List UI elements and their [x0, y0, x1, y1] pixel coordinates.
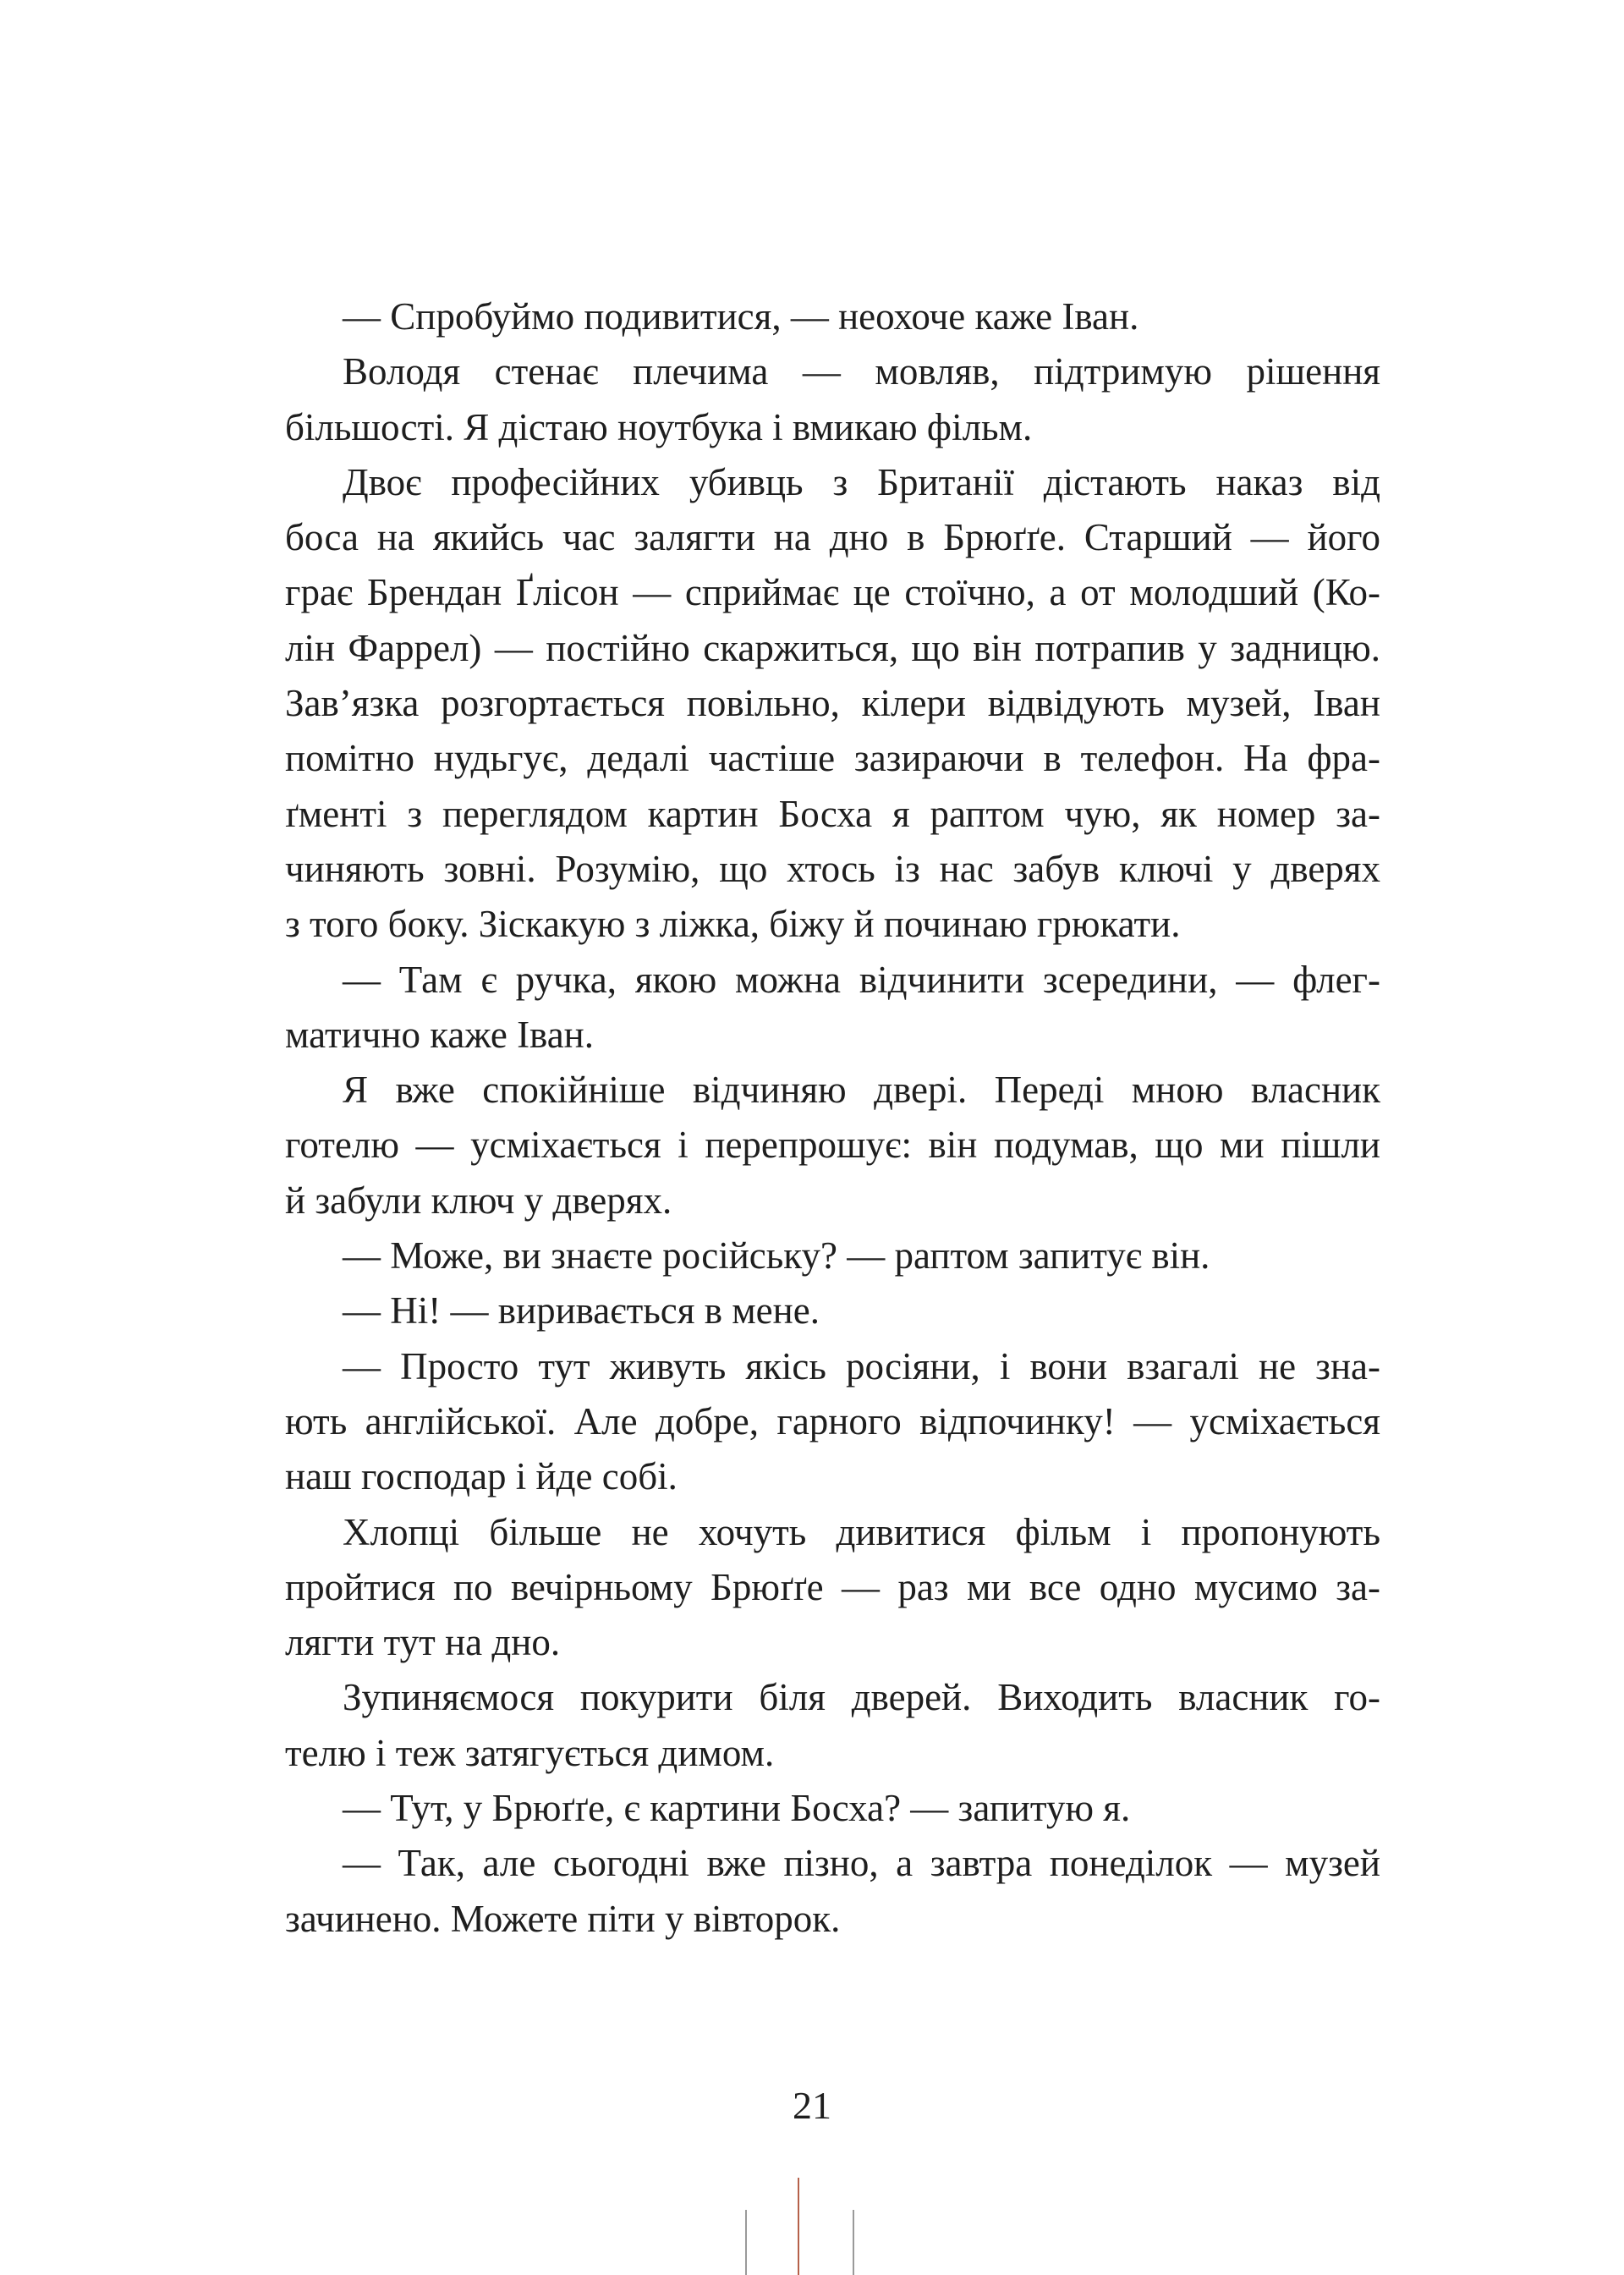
text-line: — Тут, у Брюґґе, є картини Босха? — запитую я.: [343, 1787, 1131, 1830]
text-line: готелю — усміхається і перепрошує: він подумав, що ми пішли: [285, 1124, 1380, 1167]
text-line: пройтися по вечірньому Брюґґе — раз ми все одно мусимо за-: [285, 1565, 1380, 1608]
text-line: більшості. Я дістаю ноутбука і вмикаю фільм.: [285, 405, 1033, 448]
text-line: — Просто тут живуть якісь росіяни, і вони взагалі не зна-: [343, 1344, 1380, 1388]
text-line: лягти тут на дно.: [285, 1621, 561, 1664]
page-number: 21: [793, 2084, 831, 2127]
paragraph: [285, 1339, 1380, 1505]
paragraph: [285, 1505, 1380, 1671]
text-line: лін Фаррел) — постійно скаржиться, що він потрапив у задницю.: [285, 626, 1380, 669]
text-line: — Може, ви знаєте російську? — раптом запитує він.: [343, 1234, 1210, 1278]
text-line: Я вже спокійніше відчиняю двері. Переді мною власник: [343, 1069, 1380, 1112]
text-line: Володя стенає плечима — мовляв, підтримую рішення: [343, 350, 1380, 393]
text-line: — Так, але сьогодні вже пізно, а завтра понеділок — музей: [343, 1842, 1380, 1885]
page-body-text: [285, 289, 1380, 1947]
text-line: боса на якийсь час залягти на дно в Брюґґе. Старший — його: [285, 516, 1380, 559]
paragraph: [285, 455, 1380, 953]
decorative-rule-left: [745, 2210, 747, 2275]
paragraph: [285, 953, 1380, 1063]
text-line: телю і теж затягується димом.: [285, 1731, 775, 1774]
text-line: Зав’язка розгортається повільно, кілери відвідують музей, Іван: [285, 682, 1380, 725]
text-line: чиняють зовні. Розумію, що хтось із нас забув ключі у дверях: [285, 847, 1380, 890]
paragraph: [285, 1228, 1380, 1283]
text-line: ють англійської. Але добре, гарного відпочинку! — усміхається: [285, 1399, 1380, 1442]
paragraph: [285, 289, 1380, 344]
paragraph: [285, 1781, 1380, 1836]
text-line: — Там є ручка, якою можна відчинити зсередини, — флег-: [343, 958, 1380, 1001]
text-line: зачинено. Можете піти у вівторок.: [285, 1897, 841, 1940]
paragraph: [285, 1836, 1380, 1947]
text-line: матично каже Іван.: [285, 1013, 595, 1056]
text-line: помітно нудьгує, дедалі частіше зазираючи в телефон. На фра-: [285, 737, 1380, 780]
text-line: — Ні! — виривається в мене.: [343, 1289, 820, 1333]
text-line: Зупиняємося покурити біля дверей. Виходить власник го-: [343, 1676, 1380, 1719]
paragraph: [285, 1670, 1380, 1781]
paragraph: [285, 1283, 1380, 1338]
text-line: з того боку. Зіскакую з ліжка, біжу й починаю грюкати.: [285, 903, 1181, 946]
text-line: — Спробуймо подивитися, — неохоче каже Іван.: [343, 295, 1139, 338]
decorative-rule-right: [853, 2210, 854, 2275]
paragraph: [285, 1063, 1380, 1228]
text-line: наш господар і йде собі.: [285, 1455, 678, 1498]
paragraph: [285, 344, 1380, 455]
text-line: Хлопці більше не хочуть дивитися фільм і пропонують: [343, 1510, 1380, 1553]
decorative-rule-center: [798, 2178, 799, 2275]
text-line: грає Брендан Ґлісон — сприймає це стоїчно, а от молодший (Ко-: [285, 571, 1380, 614]
text-line: ґменті з переглядом картин Босха я раптом чую, як номер за-: [285, 792, 1380, 835]
text-line: й забули ключ у дверях.: [285, 1179, 672, 1222]
text-line: Двоє професійних убивць з Британії дістають наказ від: [343, 460, 1380, 503]
